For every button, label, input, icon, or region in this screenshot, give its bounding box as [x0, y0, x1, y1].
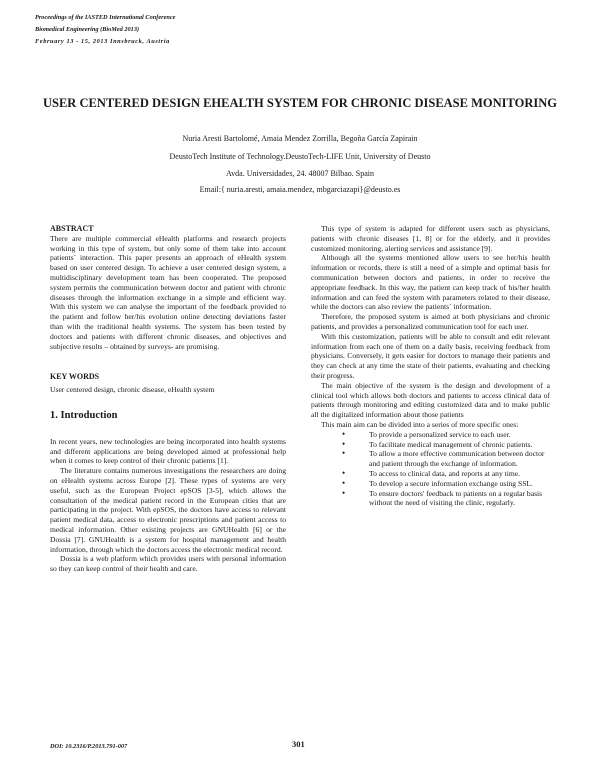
- header-line-3: February 13 - 15, 2013 Innsbruck, Austria: [35, 38, 170, 45]
- list-item: • To access to clinical data, and reports at any time.: [311, 469, 550, 479]
- conference-header: [35, 12, 175, 48]
- intro-paragraph-1: In recent years, new technologies are being incorporated into health systems and different applications are being developed aimed at professional help when it comes to keep control of their chronic patients [1].: [50, 436, 286, 466]
- paper-title: USER CENTERED DESIGN EHEALTH SYSTEM FOR CHRONIC DISEASE MONITORING: [42, 96, 557, 110]
- right-paragraph-6: This main aim can be divided into a series of more specific ones:: [321, 419, 519, 429]
- list-item: • To facilitate medical management of chronic patients.: [311, 440, 550, 450]
- right-column: [311, 224, 550, 508]
- list-item: • To ensure doctors' feedback to patients on a regular basis without the need of visiting the clinic, regularly.: [311, 489, 550, 509]
- author-email: Email:{ nuria.aresti, amaia.mendez, mbgarciazapi}@deusto.es: [199, 185, 401, 194]
- intro-paragraph-2: The literature contains numerous investigations the researchers are doing on eHealth systems across Europe [2]. These types of systems are very useful, such as the European Project epSOS [3-5], which allows the consultation of the medical patient record in the European cities that are participating in the project. With epSOS, the doctors have access to relevant patient medical data, access to electronic prescriptions and patient access to medical information. Other existing projects are GNUHealth [6] or the Dossia [7]. GNUHealth is a system for hospital management and health information, through which the doctors access the electronic medical record.: [50, 466, 286, 554]
- introduction-heading: 1. Introduction: [50, 409, 118, 421]
- abstract-heading: ABSTRACT: [50, 224, 94, 233]
- page-number: 301: [292, 739, 305, 749]
- right-paragraph-2: Although all the systems mentioned allow users to see her/his health information or records, there is still a need of a simple and optimal basis for communication between doctors and patients, in order to receive the appropriate feedback. In this way, the patient can keep track of his/her health information and can feed the system with parameters related to their disease, while the doctors can also review the patients´ information.: [311, 253, 550, 312]
- objectives-list: [311, 430, 550, 508]
- list-item: • To allow a more effective communication between doctor and patient through the exchange of information.: [311, 449, 550, 469]
- keywords-text: User centered design, chronic disease, eHealth system: [50, 385, 215, 395]
- right-paragraph-4: With this customization, patients will be able to consult and edit relevant information from each one of them on a daily basis, receiving feedback from physicians. Conversely, it gets easier for doctors to manage their patients and they can check at any time the state of their patients, evaluating and checking their progress.: [311, 331, 550, 380]
- header-line-1: Proceedings of the IASTED International Conference: [35, 14, 176, 21]
- right-paragraph-5: The main objective of the system is the design and development of a clinical tool which allows both doctors and patients to access clinical data of patients through monitoring and editing customized data and to make public all the digitalized information about those patients: [311, 380, 550, 420]
- author-names: Nuria Aresti Bartolomé, Amaia Mendez Zorrilla, Begoña García Zapirain: [182, 134, 418, 143]
- right-paragraph-3: Therefore, the proposed system is aimed at both physicians and chronic patients, and provides a personalized communication tool for each user.: [311, 312, 550, 331]
- list-item: • To provide a personalized service to each user.: [311, 430, 550, 440]
- author-affiliation: DeustoTech Institute of Technology.DeustoTech-LIFE Unit, University of Deusto: [169, 152, 431, 161]
- abstract-text: There are multiple commercial eHealth platforms and research projects working in this type of system, but only some of them take into account patients´ interaction. This paper presents an approach of eHealth system based on user centered design. To achieve a user centered design system, a multidisciplinary development team has been cooperated. The proposed system permits the communication between doctor and patient with chronic diseases through the information exchange in a simple and efficient way. With this system we can analyse the important of the feedback provided to the patient and follow her/his evolution online detecting deviations faster than with the traditional health systems. The system has been tested by doctors and patients with different chronic diseases, and objectives and subjective results – obtained by surveys- are promising.: [50, 233, 286, 351]
- left-column: [50, 224, 286, 574]
- list-item: • To develop a secure information exchange using SSL.: [311, 479, 550, 489]
- header-line-2: Biomedical Engineering (BioMed 2013): [35, 26, 140, 33]
- keywords-heading: KEY WORDS: [50, 372, 100, 382]
- author-address: Avda. Universidades, 24. 48007 Bilbao. Spain: [225, 169, 375, 178]
- right-paragraph-1: This type of system is adapted for different users such as physicians, patients with chronic diseases [1, 8] or for the elderly, and it provides customized monitoring, alerting services and assistance [9].: [311, 224, 550, 253]
- doi: DOI: 10.2316/P.2013.791-007: [50, 743, 128, 750]
- intro-paragraph-3: Dossia is a web platform which provides users with personal information so they can keep control of their health and care.: [50, 554, 286, 574]
